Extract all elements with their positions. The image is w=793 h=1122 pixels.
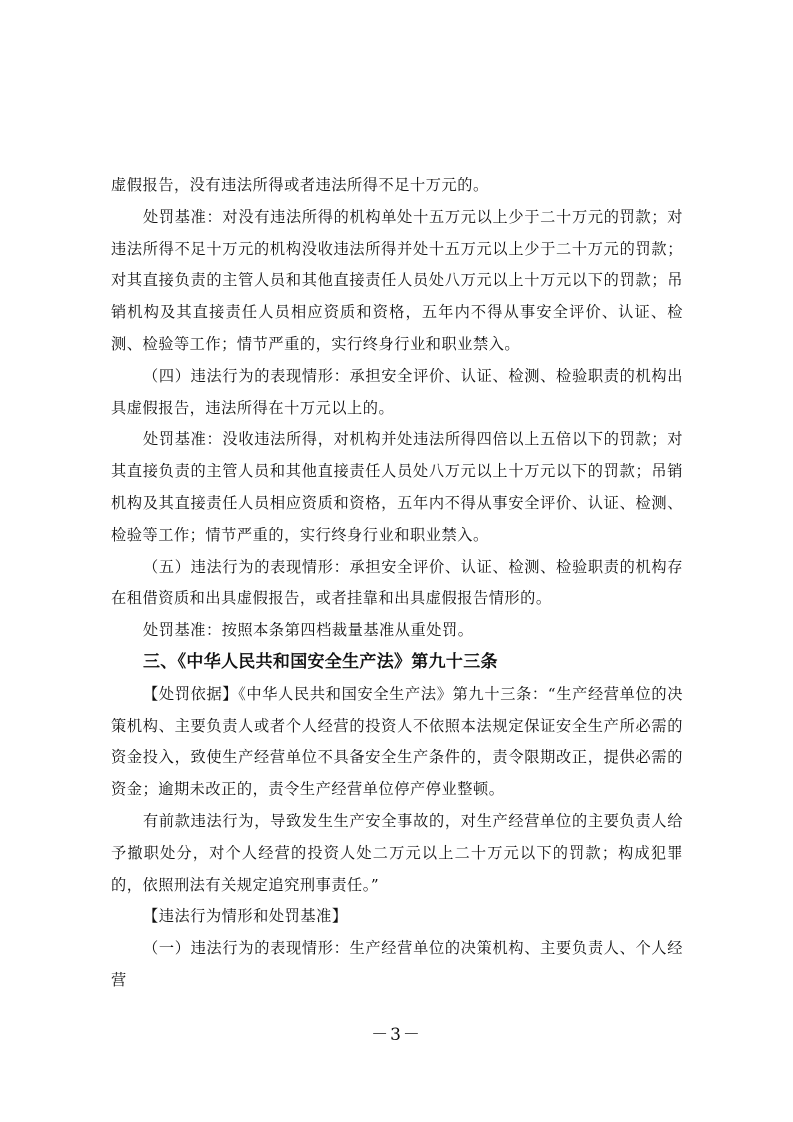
paragraph-penalty-standard-4: 处罚基准：没收违法所得，对机构并处违法所得四倍以上五倍以下的罚款；对其直接负责的主管人员和其他直接责任人员处八万元以上十万元以下的罚款；吊销机构及其直接责任人员相应资质和资格，五年内不得从事安全评价、认证、检测、检验等工作；情节严重的，实行终身行业和职业禁入。 bbox=[111, 430, 683, 544]
page-number: －3－ bbox=[371, 1025, 422, 1045]
paragraph-accident-consequence: 有前款违法行为，导致发生生产安全事故的，对生产经营单位的主要负责人给予撤职处分，对个人经营的投资人处二万元以上二十万元以下的罚款；构成犯罪的，依照刑法有关规定追究刑事责任。” bbox=[111, 811, 683, 894]
paragraph-penalty-basis: 【处罚依据】《中华人民共和国安全生产法》第九十三条：“生产经营单位的决策机构、主要负责人或者个人经营的投资人不依照本法规定保证安全生产所必需的资金投入，致使生产经营单位不具备安全生产条件的，责令限期改正，提供必需的资金；逾期未改正的，责令生产经营单位停产停业整顿。 bbox=[111, 684, 683, 799]
paragraph-false-report-continuation: 虚假报告，没有违法所得或者违法所得不足十万元的。 bbox=[111, 176, 489, 194]
document-body bbox=[111, 170, 683, 997]
paragraph-penalty-standard-3: 处罚基准：对没有违法所得的机构单处十五万元以上少于二十万元的罚款；对违法所得不足十万元的机构没收违法所得并处十五万元以上少于二十万元的罚款；对其直接负责的主管人员和其他直接责任人员处八万元以上十万元以下的罚款；吊销机构及其直接责任人员相应资质和资格，五年内不得从事安全评价、认证、检测、检验等工作；情节严重的，实行终身行业和职业禁入。 bbox=[111, 207, 683, 353]
paragraph-violation-case-1: （一）违法行为的表现情形：生产经营单位的决策机构、主要负责人、个人经营 bbox=[111, 939, 683, 989]
paragraph-violation-case-5: （五）违法行为的表现情形：承担安全评价、认证、检测、检验职责的机构存在租借资质和出具虚假报告，或者挂靠和出具虚假报告情形的。 bbox=[111, 557, 683, 608]
paragraph-subheading-situations: 【违法行为情形和处罚基准】 bbox=[143, 907, 348, 926]
paragraph-penalty-standard-5: 处罚基准：按照本条第四档裁量基准从重处罚。 bbox=[143, 621, 474, 640]
section-heading: 三、《中华人民共和国安全生产法》第九十三条 bbox=[143, 651, 498, 672]
paragraph-violation-case-4: （四）违法行为的表现情形：承担安全评价、认证、检测、检验职责的机构出具虚假报告，违法所得在十万元以上的。 bbox=[111, 366, 683, 417]
